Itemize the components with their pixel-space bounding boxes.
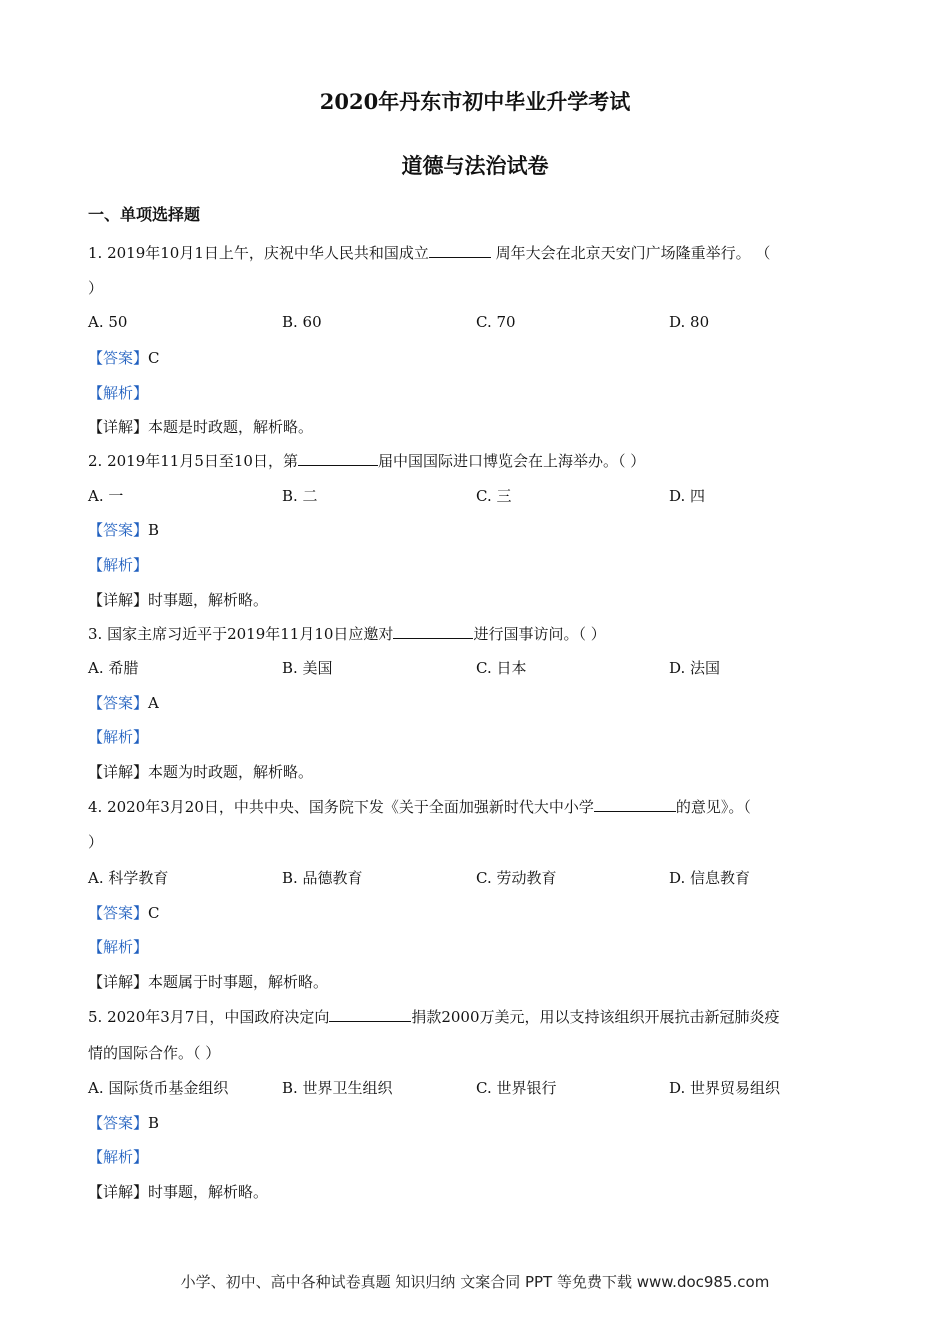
answer-tag: 【答案】 xyxy=(88,694,149,712)
detail-tag: 【详解】 xyxy=(88,973,149,991)
question-3-option-d: D. 法国 xyxy=(669,659,721,677)
question-2-text-pre: 2. 2019年11月5日至10日，第 xyxy=(88,452,298,470)
question-1-option-d: D. 80 xyxy=(669,313,710,331)
question-5-option-a: A. 国际货币基金组织 xyxy=(88,1079,229,1097)
detail-text: 本题属于时事题，解析略。 xyxy=(148,973,329,991)
answer-blank xyxy=(594,797,676,812)
detail-text: 时事题，解析略。 xyxy=(148,1183,269,1201)
exam-title: 2020年丹东市初中毕业升学考试 xyxy=(319,89,631,114)
answer-value: B xyxy=(148,1114,160,1132)
question-1-answer xyxy=(88,347,160,368)
question-5-answer xyxy=(88,1112,159,1133)
answer-value: A xyxy=(148,694,159,712)
question-1-stem-line2: ） xyxy=(88,279,104,297)
question-5-text-post: 捐款2000万美元，用以支持该组织开展抗击新冠肺炎疫 xyxy=(411,1008,780,1026)
question-2-text-post: 届中国国际进口博览会在上海举办。（ ） xyxy=(377,452,646,470)
question-3-stem xyxy=(88,623,606,644)
question-4-detail xyxy=(88,971,328,992)
question-2-analysis-tag: 【解析】 xyxy=(88,556,149,574)
answer-tag: 【答案】 xyxy=(88,1114,149,1132)
question-3-answer xyxy=(88,692,159,713)
question-1-option-c: C. 70 xyxy=(476,313,516,331)
question-1-text-post: 周年大会在北京天安门广场隆重举行。 （ xyxy=(490,244,771,262)
question-5-option-d: D. 世界贸易组织 xyxy=(669,1079,781,1097)
detail-tag: 【详解】 xyxy=(88,763,149,781)
question-5-text-pre: 5. 2020年3月7日，中国政府决定向 xyxy=(88,1008,330,1026)
question-3-detail xyxy=(88,761,313,782)
question-5-option-c: C. 世界银行 xyxy=(476,1079,557,1097)
detail-text: 时事题，解析略。 xyxy=(148,591,269,609)
question-1-text-pre: 1. 2019年10月1日上午，庆祝中华人民共和国成立 xyxy=(88,244,429,262)
answer-tag: 【答案】 xyxy=(88,904,149,922)
question-4-text-post: 的意见》。（ xyxy=(675,798,751,816)
question-4-answer xyxy=(88,902,160,923)
answer-tag: 【答案】 xyxy=(88,349,149,367)
question-3-analysis-tag: 【解析】 xyxy=(88,728,149,746)
section-heading: 一、单项选择题 xyxy=(88,205,201,224)
answer-value: B xyxy=(148,521,160,539)
answer-blank xyxy=(329,1007,411,1022)
question-4-option-c: C. 劳动教育 xyxy=(476,869,557,887)
question-1-stem xyxy=(88,242,770,263)
question-2-option-b: B. 二 xyxy=(282,487,318,505)
question-2-option-a: A. 一 xyxy=(88,487,124,505)
question-3-text-pre: 3. 国家主席习近平于2019年11月10日应邀对 xyxy=(88,625,394,643)
exam-subtitle: 道德与法治试卷 xyxy=(401,153,549,178)
question-1-detail xyxy=(88,416,313,437)
detail-tag: 【详解】 xyxy=(88,591,149,609)
detail-text: 本题是时政题，解析略。 xyxy=(148,418,314,436)
detail-tag: 【详解】 xyxy=(88,1183,149,1201)
question-2-option-d: D. 四 xyxy=(669,487,706,505)
question-2-answer xyxy=(88,519,159,540)
answer-tag: 【答案】 xyxy=(88,521,149,539)
question-2-option-c: C. 三 xyxy=(476,487,512,505)
question-2-stem xyxy=(88,450,645,471)
question-4-option-a: A. 科学教育 xyxy=(88,869,169,887)
question-1-option-b: B. 60 xyxy=(282,313,322,331)
answer-blank xyxy=(393,624,473,639)
detail-text: 本题为时政题，解析略。 xyxy=(148,763,314,781)
question-5-stem-line2: 情的国际合作。（ ） xyxy=(88,1044,221,1062)
answer-blank xyxy=(298,451,378,466)
question-1-analysis-tag: 【解析】 xyxy=(88,384,149,402)
question-5-option-b: B. 世界卫生组织 xyxy=(282,1079,393,1097)
question-4-stem xyxy=(88,796,751,817)
question-4-text-pre: 4. 2020年3月20日，中共中央、国务院下发《关于全面加强新时代大中小学 xyxy=(88,798,594,816)
question-4-option-d: D. 信息教育 xyxy=(669,869,751,887)
answer-blank xyxy=(429,243,491,258)
question-4-option-b: B. 品德教育 xyxy=(282,869,363,887)
question-1-option-a: A. 50 xyxy=(88,313,128,331)
question-5-analysis-tag: 【解析】 xyxy=(88,1148,149,1166)
question-5-stem xyxy=(88,1006,780,1027)
question-5-detail xyxy=(88,1181,268,1202)
answer-value: C xyxy=(148,349,160,367)
question-2-detail xyxy=(88,589,268,610)
question-3-option-a: A. 希腊 xyxy=(88,659,139,677)
question-3-option-b: B. 美国 xyxy=(282,659,333,677)
question-4-analysis-tag: 【解析】 xyxy=(88,938,149,956)
page-footer: 小学、初中、高中各种试卷真题 知识归纳 文案合同 PPT 等免费下载 www.doc985.com xyxy=(180,1273,770,1291)
question-4-stem-line2: ） xyxy=(88,833,104,851)
detail-tag: 【详解】 xyxy=(88,418,149,436)
question-3-text-post: 进行国事访问。（ ） xyxy=(473,625,606,643)
question-3-option-c: C. 日本 xyxy=(476,659,527,677)
answer-value: C xyxy=(148,904,160,922)
